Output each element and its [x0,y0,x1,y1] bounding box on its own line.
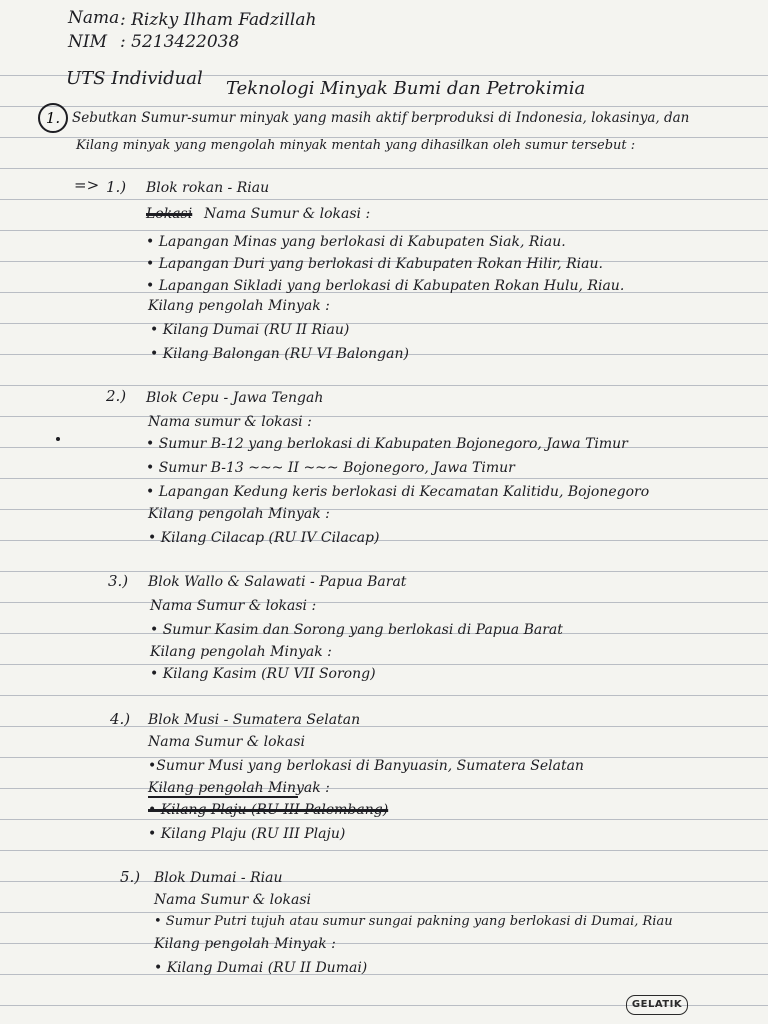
title-left: UTS Individual [66,68,203,89]
block-2-sumur-item: • Sumur B-13 ~~~ II ~~~ Bojonegoro, Jawa Timur [146,460,515,476]
block-2-sumur-label: Nama sumur & lokasi : [148,414,312,430]
block-1-sumur-item: • Lapangan Minas yang berlokasi di Kabupaten Siak, Riau. [146,234,566,250]
block-1-title: Blok rokan - Riau [146,180,270,196]
block-2-kilang-label: Kilang pengolah Minyak : [148,506,330,522]
ink-dot [56,437,60,441]
block-3-title: Blok Wallo & Salawati - Papua Barat [148,574,407,590]
block-4-sumur-item: •Sumur Musi yang berlokasi di Banyuasin, Sumatera Selatan [148,758,584,774]
block-1-sumur-item: • Lapangan Duri yang berlokasi di Kabupaten Rokan Hilir, Riau. [146,256,603,272]
block-2-sumur-item: • Lapangan Kedung keris berlokasi di Kecamatan Kalitidu, Bojonegoro [146,484,650,500]
block-4-sumur-label: Nama Sumur & lokasi [148,734,306,750]
block-5-kilang-label: Kilang pengolah Minyak : [154,936,336,952]
block-2-number: 2.) [106,387,127,405]
block-4-kilang-item: • Kilang Plaju (RU III Plaju) [148,826,346,842]
block-3-sumur-label: Nama Sumur & lokasi : [150,598,317,614]
block-4-kilang-underline [148,796,298,798]
block-5-sumur-item: • Sumur Putri tujuh atau sumur sungai pakning yang berlokasi di Dumai, Riau [154,914,673,929]
block-3-kilang-item: • Kilang Kasim (RU VII Sorong) [150,666,376,682]
question-number-circle [38,103,68,133]
block-2-sumur-item: • Sumur B-12 yang berlokasi di Kabupaten Bojonegoro, Jawa Timur [146,436,628,452]
block-4-kilang-label: Kilang pengolah Minyak : [148,780,330,796]
nama-label: Nama [68,8,120,28]
block-4-title: Blok Musi - Sumatera Selatan [148,712,361,728]
gelatik-logo: GELATIK [626,995,688,1015]
block-5-sumur-label: Nama Sumur & lokasi [154,892,312,908]
nim-value: : 5213422038 [120,32,240,52]
block-2-kilang-item: • Kilang Cilacap (RU IV Cilacap) [148,530,380,546]
question-line-2: Kilang minyak yang mengolah minyak mentah yang dihasilkan oleh sumur tersebut : [76,138,636,153]
block-3-kilang-label: Kilang pengolah Minyak : [150,644,332,660]
block-1-kilang-item: • Kilang Balongan (RU VI Balongan) [150,346,409,362]
nama-value: : Rizky Ilham Fadzillah [120,10,317,30]
question-number: 1. [45,109,61,127]
block-4-number: 4.) [110,710,131,728]
block-3-number: 3.) [108,572,129,590]
block-1-struck-word: Lokasi [146,206,193,222]
block-1-number: 1.) [106,178,127,196]
block-1-kilang-label: Kilang pengolah Minyak : [148,298,330,314]
question-line-1: Sebutkan Sumur-sumur minyak yang masih aktif berproduksi di Indonesia, lokasinya, dan [72,110,690,126]
block-5-title: Blok Dumai - Riau [154,870,283,886]
arrow-mark: => [74,176,100,194]
block-1-kilang-item: • Kilang Dumai (RU II Riau) [150,322,350,338]
block-5-number: 5.) [120,868,141,886]
block-1-sumur-item: • Lapangan Sikladi yang berlokasi di Kabupaten Rokan Hulu, Riau. [146,278,625,294]
block-2-title: Blok Cepu - Jawa Tengah [146,390,324,406]
block-1-sumur-label: Nama Sumur & lokasi : [204,206,371,222]
title-right: Teknologi Minyak Bumi dan Petrokimia [226,78,586,99]
block-5-kilang-item: • Kilang Dumai (RU II Dumai) [154,960,368,976]
block-4-struck-line: • Kilang Plaju (RU III Palembang) [148,802,389,818]
nim-label: NIM [68,32,107,52]
block-3-sumur-item: • Sumur Kasim dan Sorong yang berlokasi di Papua Barat [150,622,563,638]
